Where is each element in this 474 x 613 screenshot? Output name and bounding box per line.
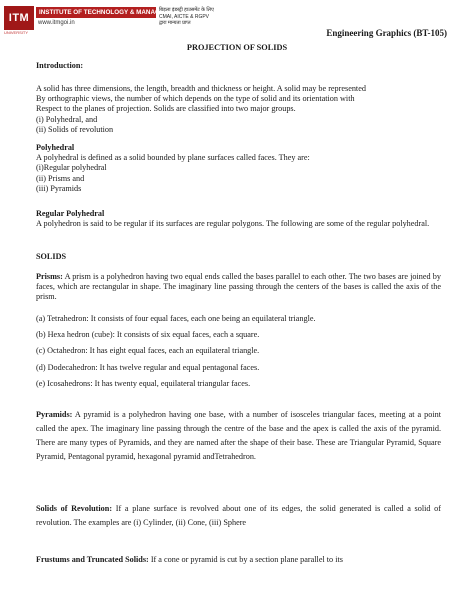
- revolution-paragraph: [36, 502, 441, 530]
- prisms-text: A prism is a polyhedron having two equal ends called the bases parallel to each other. The two bases are joined by faces, which are rectangular in shape. The imaginary line passing through the centers of the bases is called the axis of the prism.: [36, 272, 441, 302]
- logo-subtext: UNIVERSITY: [4, 30, 29, 35]
- polyhedral-line: (i)Regular polyhedral: [36, 163, 107, 173]
- frustum-text: If a cone or pyramid is cut by a section plane parallel to its: [150, 555, 343, 564]
- polyhedral-line: (ii) Prisms and: [36, 173, 85, 183]
- pyramids-label: Pyramids:: [36, 410, 73, 419]
- affiliation-line: CMAI, AICTE & RGPV: [159, 13, 210, 20]
- polyhedral-heading: Polyhedral: [36, 143, 75, 152]
- frustum-paragraph: [36, 553, 441, 567]
- prisms-paragraph: [36, 272, 441, 303]
- regular-solids-list: [36, 314, 441, 389]
- intro-line: (i) Polyhedral, and: [36, 114, 98, 124]
- polyhedral-section: [36, 143, 441, 194]
- list-item: (a) Tetrahedron: It consists of four equal faces, each one being an equilateral triangle.: [36, 314, 316, 323]
- revolution-label: Solids of Revolution:: [36, 504, 113, 513]
- affiliation-line: बिड़ला इंडस्ट्री हाउसमेंट के लिए: [159, 7, 214, 13]
- revolution-text: If a plane surface is revolved about one of its edges, the solid generated is called a solid of revolution. The examples are (i) Cylinder, (ii) Cone, (iii) Sphere: [36, 504, 441, 527]
- regular-heading: Regular Polyhedral: [36, 209, 105, 218]
- list-item: (d) Dodecahedron: It has twelve regular and equal pentagonal faces.: [36, 362, 260, 372]
- affiliation-line: द्वारा मान्यता प्राप्त: [159, 20, 191, 26]
- polyhedral-line: A polyhedral is defined as a solid bounded by plane surfaces called faces. They are:: [36, 153, 310, 163]
- intro-line: By orthographic views, the number of which depends on the type of solid and its orientation with: [36, 94, 355, 104]
- pyramids-paragraph: [36, 408, 441, 464]
- pyramids-text: A pyramid is a polyhedron having one base, with a number of isosceles triangular faces, meeting at a point called the apex. The imaginary line passing through the centre of the base and the apex is called the axis of the pyramid. There are many types of Pyramids, and they are named after the shape of their base. These are Triangular Pyramid, Square Pyramid, Pentagonal pyramid, hexagonal pyramid andTetrahedron.: [36, 410, 441, 461]
- institute-name: INSTITUTE OF TECHNOLOGY & MANAGEMENT: [36, 7, 156, 18]
- intro-line: A solid has three dimensions, the length, breadth and thickness or height. A solid may be represented: [36, 84, 366, 93]
- polyhedral-line: (iii) Pyramids: [36, 183, 82, 193]
- solids-heading-wrap: [36, 252, 441, 262]
- page-title: PROJECTION OF SOLIDS: [186, 43, 288, 52]
- intro-line: (ii) Solids of revolution: [36, 124, 114, 134]
- intro-heading: Introduction:: [36, 61, 84, 70]
- intro-section: [36, 61, 441, 71]
- prisms-label: Prisms:: [36, 272, 63, 281]
- frustum-label: Frustums and Truncated Solids:: [36, 555, 149, 564]
- itm-logo: ITM: [4, 6, 34, 30]
- regular-polyhedral-section: [36, 209, 441, 229]
- list-item: (b) Hexa hedron (cube): It consists of six equal faces, each a square.: [36, 330, 260, 340]
- institute-website: www.itmgoi.in: [38, 20, 75, 26]
- list-item: (c) Octahedron: It has eight equal faces, each an equilateral triangle.: [36, 346, 260, 356]
- intro-line: Respect to the planes of projection. Solids are classified into two major groups.: [36, 104, 296, 114]
- list-item: (e) Icosahedrons: It has twenty equal, equilateral triangular faces.: [36, 378, 251, 388]
- solids-heading: SOLIDS: [36, 252, 67, 261]
- intro-body: [36, 84, 441, 135]
- course-title: Engineering Graphics (BT-105): [326, 28, 447, 38]
- regular-text: A polyhedron is said to be regular if its surfaces are regular polygons. The following are some of the regular polyhedral.: [36, 219, 430, 229]
- affiliation-text: [159, 7, 229, 27]
